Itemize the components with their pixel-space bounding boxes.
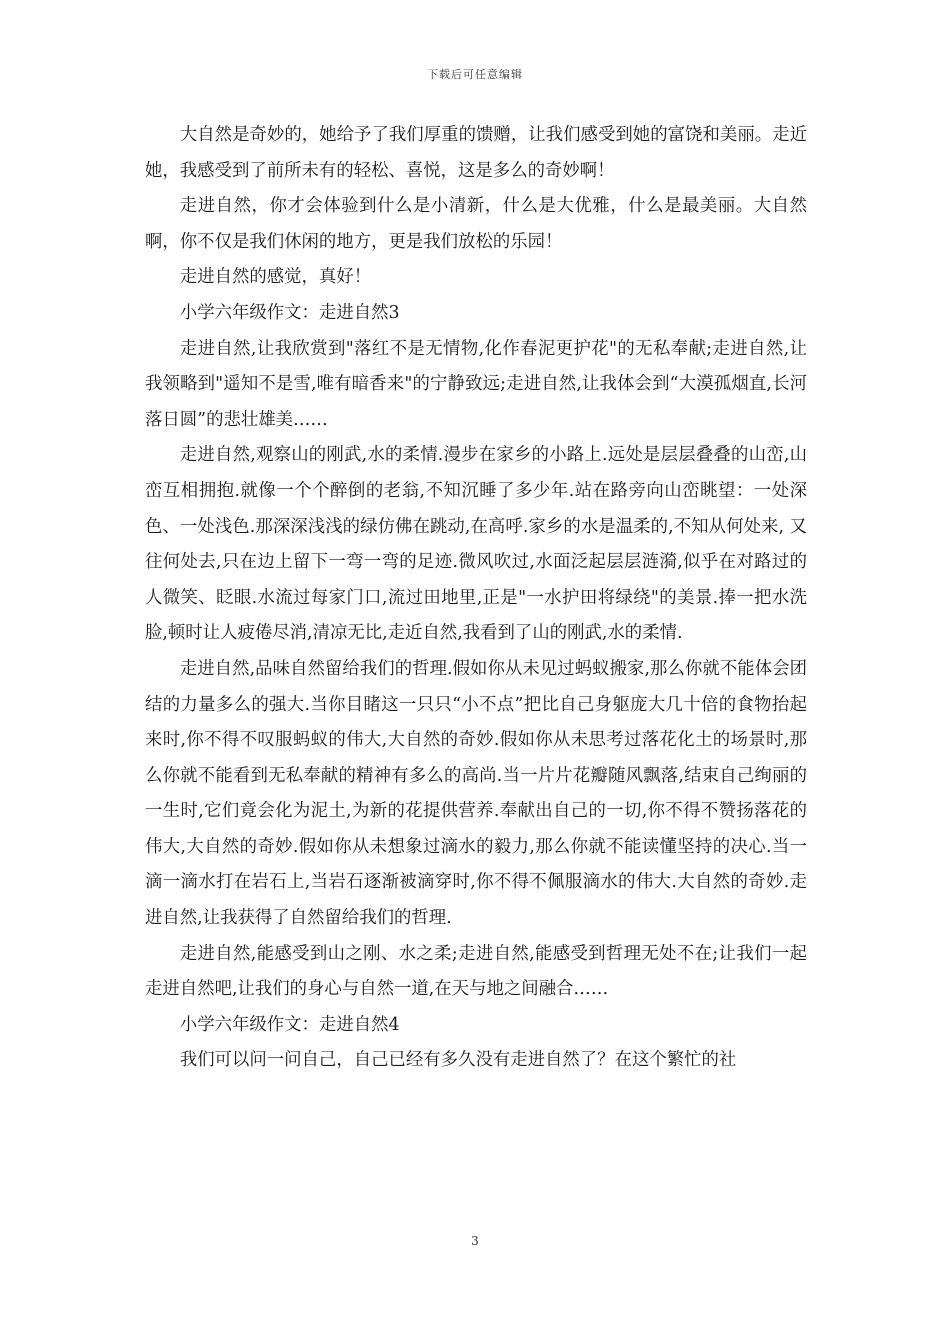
paragraph: 走进自然,让我欣赏到"落红不是无情物,化作春泥更护花"的无私奉献;走进自然,让我领略到"遥知不是雪,唯有暗香来"的宁静致远;走进自然,让我体会到“大漠孤烟直,长河落日圆”的悲壮雄美…… bbox=[145, 338, 807, 430]
section-title: 小学六年级作文：走进自然3 bbox=[179, 302, 400, 323]
section-title: 小学六年级作文：走进自然4 bbox=[179, 1014, 400, 1035]
paragraph: 走进自然的感觉，真好！ bbox=[179, 267, 372, 288]
paragraph: 走进自然，你才会体验到什么是小清新，什么是大优雅，什么是最美丽。大自然啊，你不仅是我们休闲的地方，更是我们放松的乐园！ bbox=[145, 196, 807, 252]
paragraph: 走进自然,观察山的刚武,水的柔情.漫步在家乡的小路上.远处是层层叠叠的山峦,山峦互相拥抱.就像一个个醉倒的老翁,不知沉睡了多少年.站在路旁向山峦眺望：一处深色、一处浅色.那深深浅浅的绿仿佛在跳动,在高呼.家乡的水是温柔的,不知从何处来, 又往何处去,只在边上留下一弯一弯的足迹.微风吹过,水面泛起层层涟漪,似乎在对路过的人微笑、眨眼.水流过每家门口,流过田地里,正是"一水护田将绿绕"的美景.捧一把水洗脸,顿时让人疲倦尽消,清凉无比,走近自然,我看到了山的刚武,水的柔情. bbox=[145, 445, 807, 644]
paragraph: 走进自然,品味自然留给我们的哲理.假如你从未见过蚂蚁搬家,那么你就不能体会团结的力量多么的强大.当你目睹这一只只“小不点”把比自己身躯庞大几十倍的食物抬起来时,你不得不叹服蚂蚁的伟大,大自然的奇妙.假如你从未思考过落花化土的场景时,那么你就不能看到无私奉献的精神有多么的高尚.当一片片花瓣随风飘落,结束自己绚丽的一生时,它们竟会化为泥土,为新的花提供营养.奉献出自己的一切,你不得不赞扬落花的伟大,大自然的奇妙.假如你从未想象过滴水的毅力,那么你就不能读懂坚持的决心.当一滴一滴水打在岩石上,当岩石逐渐被滴穿时,你不得不佩服滴水的伟大.大自然的奇妙.走进自然,让我获得了自然留给我们的哲理. bbox=[145, 658, 807, 929]
page-header: 下载后可任意编辑 bbox=[427, 68, 523, 81]
paragraph: 大自然是奇妙的，她给予了我们厚重的馈赠，让我们感受到她的富饶和美丽。走近她，我感受到了前所未有的轻松、喜悦，这是多么的奇妙啊！ bbox=[145, 125, 807, 181]
paragraph: 我们可以问一问自己，自己已经有多久没有走进自然了？在这个繁忙的社 bbox=[179, 1050, 737, 1071]
document-body bbox=[145, 118, 807, 1079]
paragraph: 走进自然,能感受到山之刚、水之柔;走进自然,能感受到哲理无处不在;让我们一起走进自然吧,让我们的身心与自然一道,在天与地之间融合…… bbox=[145, 943, 807, 1000]
page-number: 3 bbox=[471, 1234, 479, 1248]
